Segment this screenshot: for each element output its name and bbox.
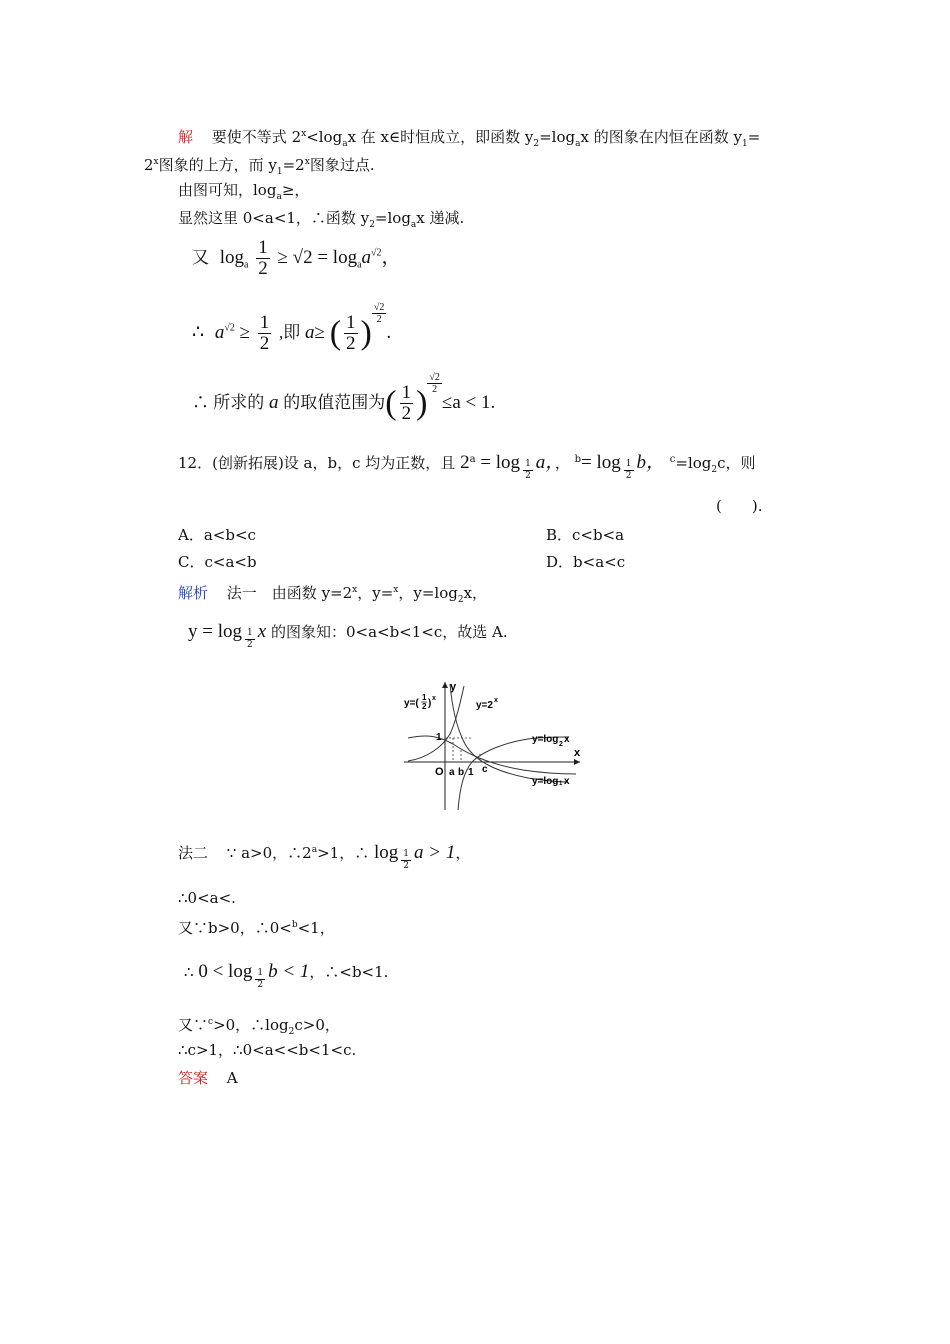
label-two-power xyxy=(476,697,498,711)
answer-label: 答案 xyxy=(178,1069,209,1087)
option-d: D．b<a<c xyxy=(546,553,626,571)
equation-2: ∴ $a^{√2}$ ≥ $\frac{1}{2}$ ,即 a≥ ( $\frac{1}{2}$ ) $^{\frac{√2}{2}}$ . xyxy=(192,302,392,354)
one-label: 1 xyxy=(436,732,442,743)
c-label: c xyxy=(482,764,488,775)
label-log2 xyxy=(532,734,570,748)
option-b: B．c<b<a xyxy=(546,526,625,544)
svg-text:y=2: y=2 xyxy=(476,700,493,711)
svg-text:2: 2 xyxy=(559,741,563,748)
x-axis-label: x xyxy=(574,747,581,759)
option-a: A．a<b<c xyxy=(178,526,256,544)
option-c: C．c<a<b xyxy=(178,553,257,571)
solution-line-2: 2$^x$图象的上方，而 $y_1=2^x$图象过点. xyxy=(144,156,375,177)
svg-text:1: 1 xyxy=(422,693,427,702)
equation-1: 又 $\log_a$ $\frac{1}{2}$ ≥ $√2 = \log_aa^{√2}$， xyxy=(192,237,401,279)
label-log-half xyxy=(532,776,570,787)
answer-line xyxy=(178,1068,238,1088)
b-label: b xyxy=(458,767,465,778)
answer-value: A xyxy=(226,1069,238,1087)
solution-label: 解 xyxy=(178,128,194,146)
method-two-line: 法二 ∵ a>0，$\therefore 2^a>1$，∴ log $\frac{1}{2}$ a > 1， xyxy=(178,842,471,871)
a-label: a xyxy=(449,767,455,778)
y-axis-label: y xyxy=(450,681,457,693)
svg-text:y=log: y=log xyxy=(532,776,559,787)
function-graph xyxy=(398,676,588,816)
analysis-label: 解析 xyxy=(178,584,209,602)
text: 要使不等式 $2^x<\log_ax$ 在 x∈时恒成立，即函数 $y_2=\log_ax$ 的图象在内恒在函数 $y_1=$ xyxy=(211,128,761,149)
question-12: 12．(创新拓展)设 a，b，c 均为正数，且 2$^a$ = log $\frac{1}{2}$ a，， $^b$= log $\frac{1}{2}$ b， $^c=\log_2c$，则 xyxy=(178,452,756,481)
solution-line-3: 由图可知，$\log_a\ge$， xyxy=(178,181,310,202)
svg-text:x: x xyxy=(494,697,498,704)
line-b: 又∵b>0，∴0<$^b$<1， xyxy=(178,919,335,937)
solution-line-4: 显然这里 0<a<1，∴函数 $y_2=\log_ax$ 递减. xyxy=(178,209,465,230)
line-d: 又∵$^c$>0，$\therefore\log_2c>0$， xyxy=(178,1016,340,1037)
analysis-line-2: y = log $\frac{1}{2}$ x 的图象知：0<a<b<1<c，故选 A. xyxy=(188,621,508,650)
label-half-power xyxy=(404,693,436,711)
analysis-line-1: 解析 法一 由函数 $y=2^x$，y=$^x$，$y=\log_2x$， xyxy=(178,584,488,605)
svg-text:y=(: y=( xyxy=(404,698,419,709)
origin-label: O xyxy=(435,766,444,778)
svg-text:x: x xyxy=(432,695,436,702)
line-a: ∴0<a<. xyxy=(178,889,236,907)
svg-text:y=log: y=log xyxy=(532,734,559,745)
svg-text:2: 2 xyxy=(422,702,427,711)
one-x-label: 1 xyxy=(468,767,474,778)
svg-text:x: x xyxy=(564,734,570,745)
svg-text:): ) xyxy=(428,698,432,709)
equation-3: ∴ 所求的 a 的取值范围为( $\frac{1}{2}$ ) $^{\frac{√2}{2}}$ ≤a < 1. xyxy=(192,372,496,424)
svg-text:1: 1 xyxy=(559,781,563,787)
answer-paren: ( ). xyxy=(716,497,763,515)
line-e: ∴c>1，∴0<a<<b<1<c. xyxy=(178,1041,357,1059)
svg-text:x: x xyxy=(564,776,570,787)
line-c: ∴ 0 < log $\frac{1}{2}$ b < 1，∴<b<1. xyxy=(184,961,389,990)
solution-line-1 xyxy=(178,124,760,154)
